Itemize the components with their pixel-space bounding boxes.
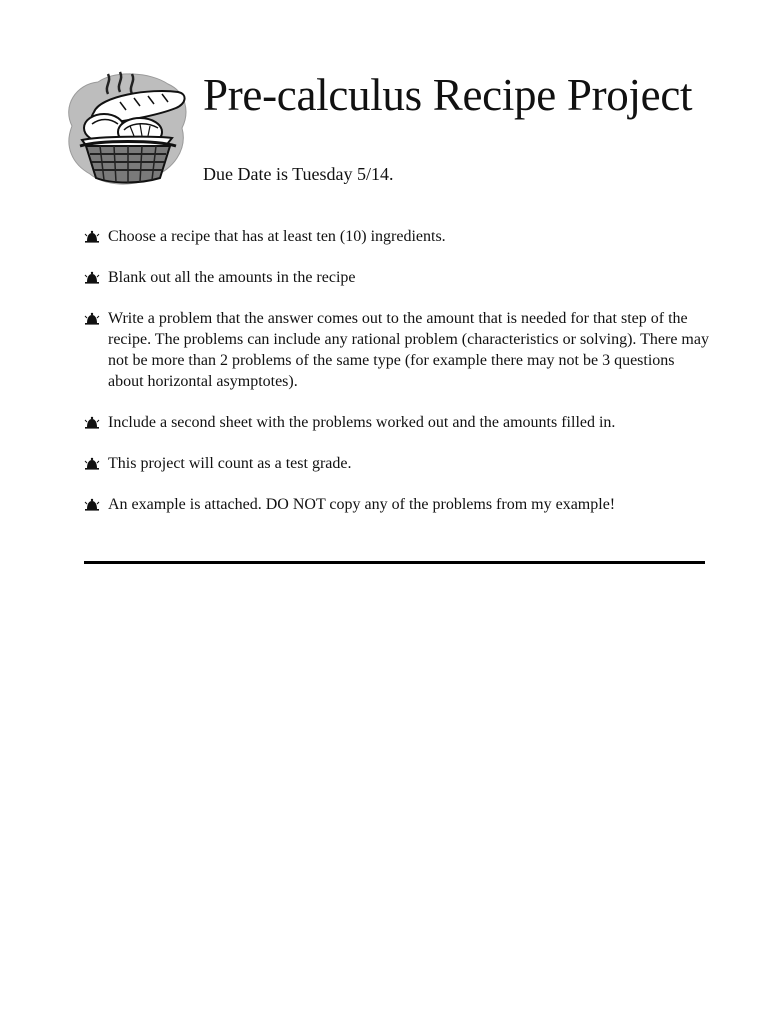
bell-bullet-icon xyxy=(84,312,100,326)
horizontal-divider xyxy=(84,561,705,564)
bell-bullet-icon xyxy=(84,230,100,244)
bell-bullet-icon xyxy=(84,498,100,512)
list-item-text: Write a problem that the answer comes out to the amount that is needed for that step of the recipe. The problems can include any rational problem (characteristics or solving). There may not be more than 2 problems of the same type (for example there may not be 3 questions about horizontal asymptotes). xyxy=(108,310,709,390)
list-item xyxy=(84,412,714,433)
list-item-text: Blank out all the amounts in the recipe xyxy=(108,269,356,286)
bell-bullet-icon xyxy=(84,271,100,285)
list-item xyxy=(84,453,714,474)
list-item xyxy=(84,494,714,515)
list-item xyxy=(84,267,714,288)
list-item-text: Choose a recipe that has at least ten (10) ingredients. xyxy=(108,228,446,245)
bread-basket-icon xyxy=(60,66,190,188)
list-item-text: An example is attached. DO NOT copy any of the problems from my example! xyxy=(108,496,616,513)
page-title: Pre-calculus Recipe Project xyxy=(203,70,693,120)
list-item xyxy=(84,308,714,392)
list-item xyxy=(84,226,714,247)
list-item-text: Include a second sheet with the problems worked out and the amounts filled in. xyxy=(108,414,616,431)
list-item-text: This project will count as a test grade. xyxy=(108,455,352,472)
bell-bullet-icon xyxy=(84,416,100,430)
instruction-list xyxy=(84,226,714,535)
due-date-line: Due Date is Tuesday 5/14. xyxy=(203,164,394,184)
bell-bullet-icon xyxy=(84,457,100,471)
